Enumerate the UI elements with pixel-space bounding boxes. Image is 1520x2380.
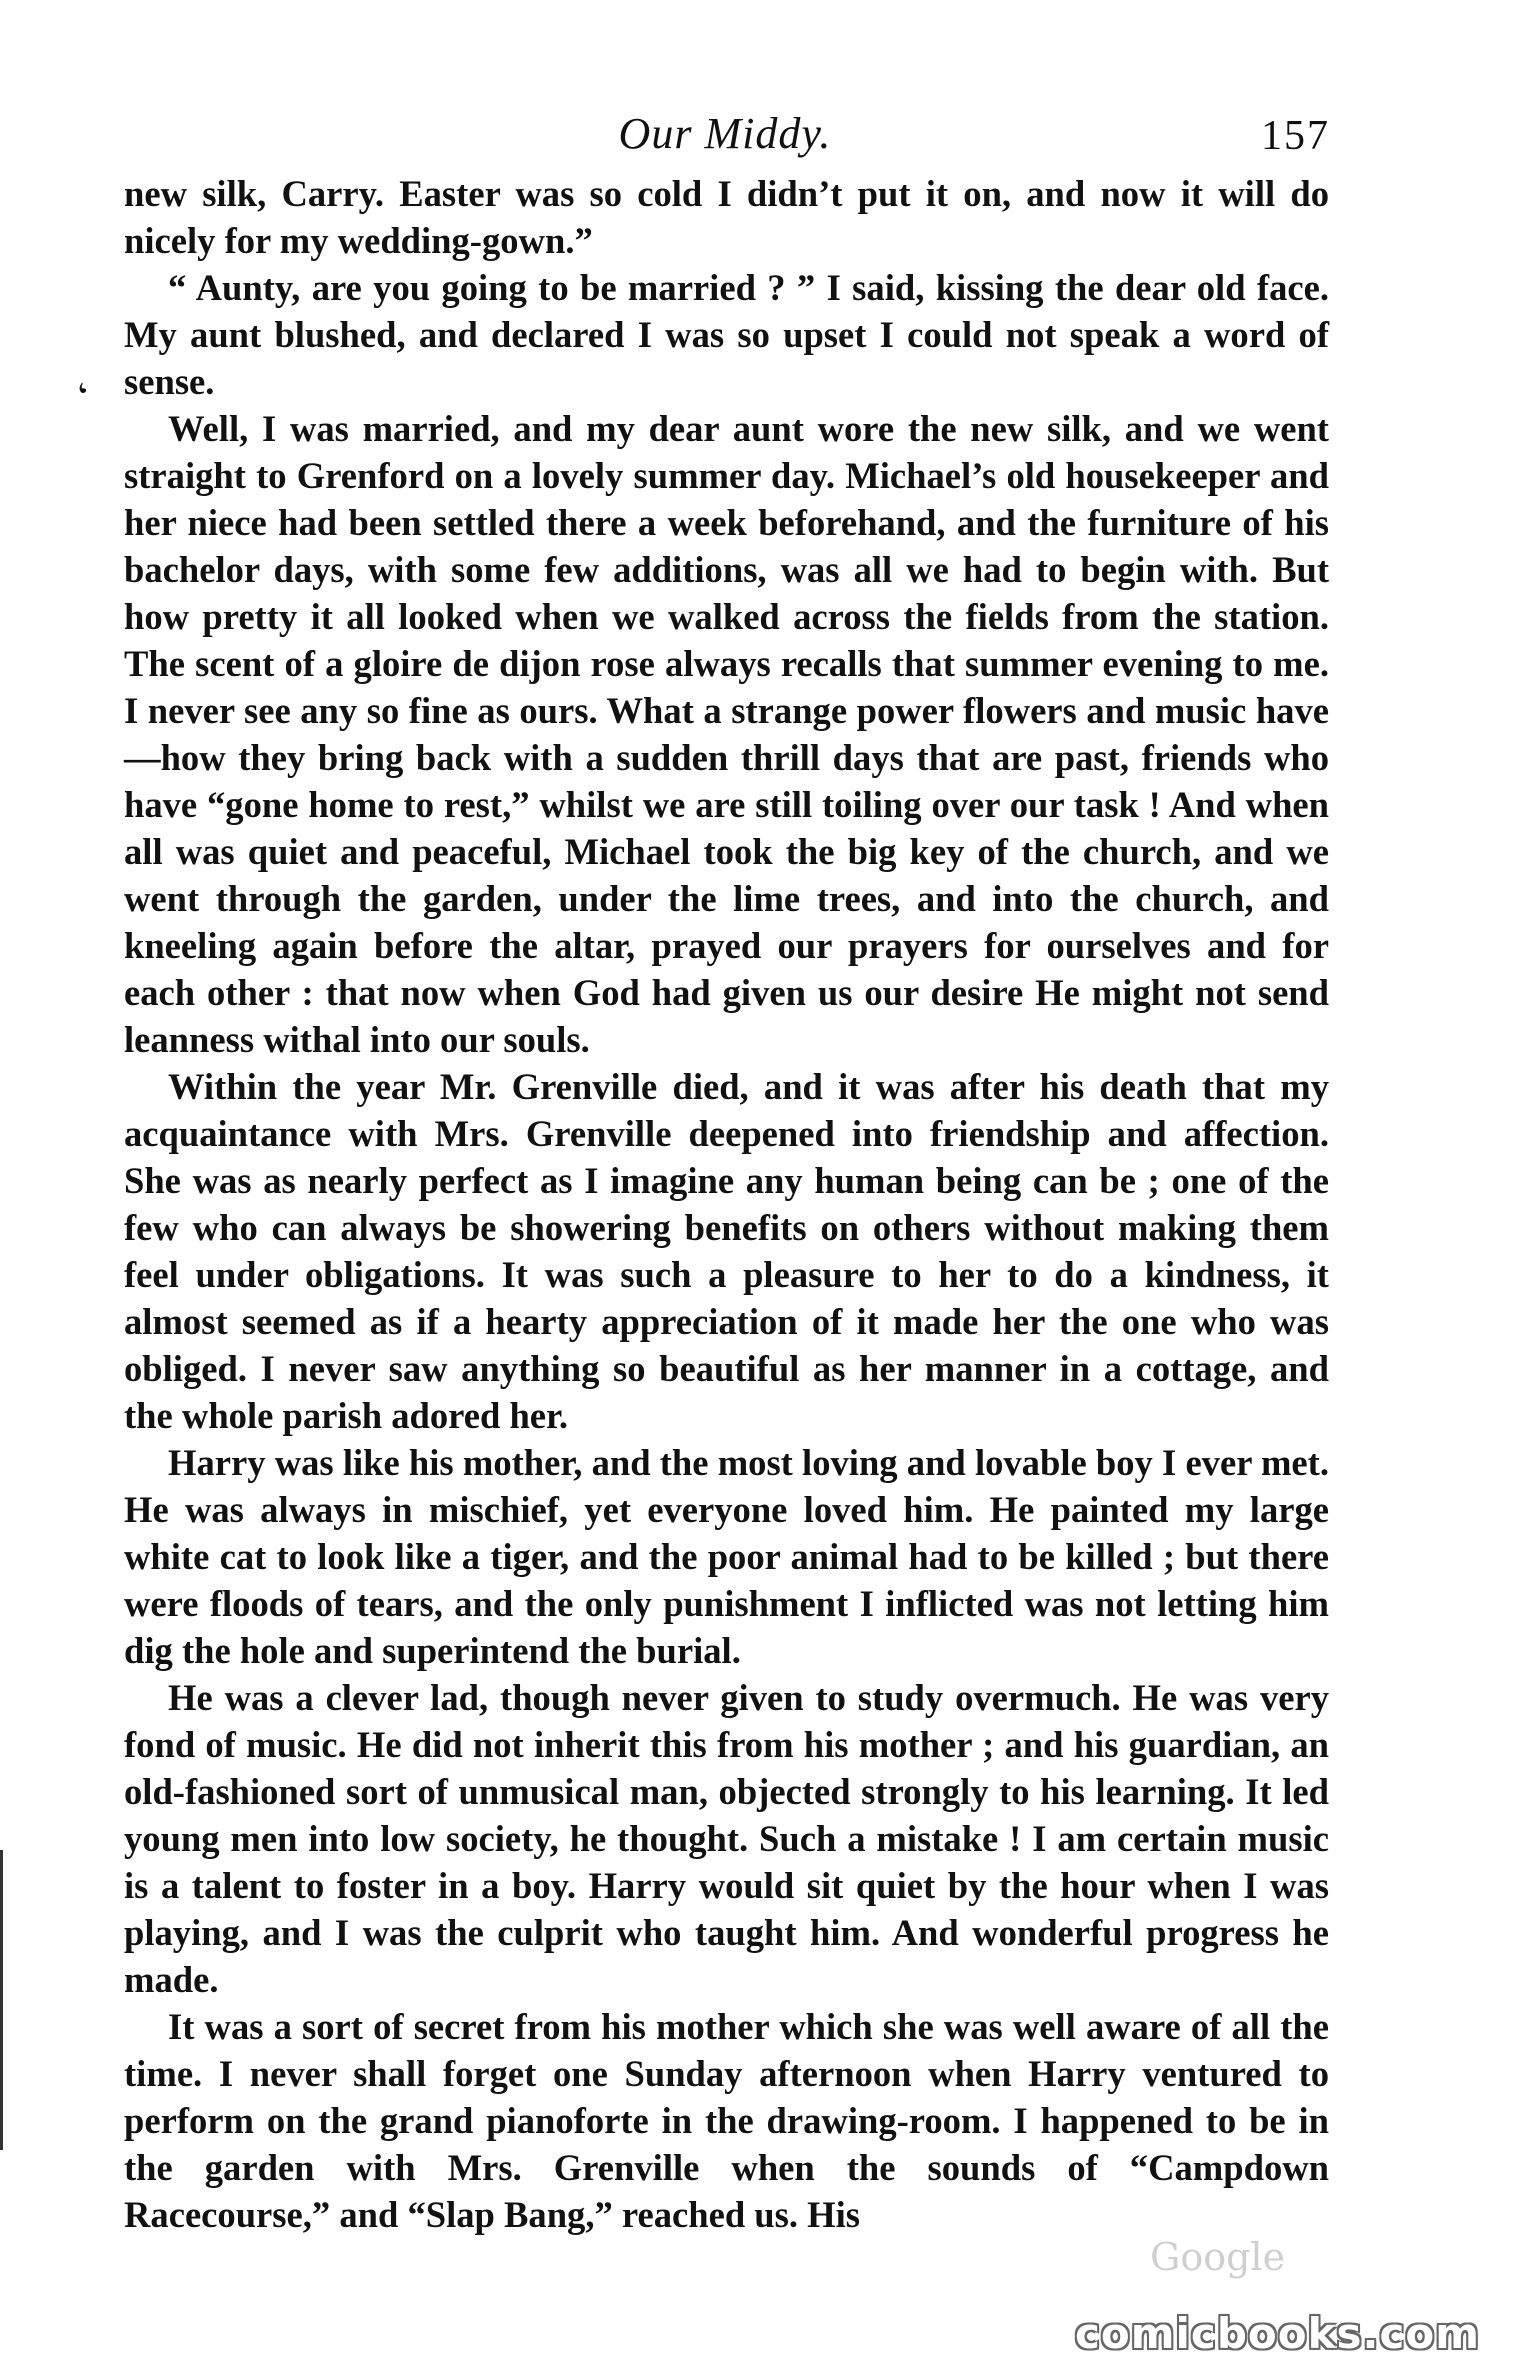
paragraph: He was a clever lad, though never given to study overmuch. He was very fond of music. He did not inherit this from his mother ; and his guardian, an old-fashioned sort of unmusical man, objected strongly to his learning. It led young men into low society, he thought. Such a mistake ! I am certain music is a talent to foster in a boy. Harry would sit quiet by the hour when I was playing, and I was the culprit who taught him. And wonderful progress he made.: [124, 1677, 1329, 2000]
margin-mark: ‘: [70, 375, 100, 411]
site-watermark: comicbooks.com: [1075, 2309, 1480, 2358]
paragraph: Harry was like his mother, and the most loving and lovable boy I ever met. He was always in mischief, yet everyone loved him. He painted my large white cat to look like a tiger, and the poor animal had to be killed ; but there were floods of tears, and the only punishment I inflicted was not letting him dig the hole and superintend the burial.: [124, 1442, 1329, 1671]
scan-source-mark: Google: [1150, 2235, 1286, 2279]
paragraph: Well, I was married, and my dear aunt wore the new silk, and we went straight to Grenford on a lovely summer day. Michael’s old housekeeper and her niece had been settled there a week beforehand, and the furniture of his bachelor days, with some few additions, was all we had to begin with. But how pretty it all looked when we walked across the fields from the station. The scent of a gloire de dijon rose always recalls that summer evening to me. I never see any so fine as ours. What a strange power flowers and music have—how they bring back with a sudden thrill days that are past, friends who have “gone home to rest,” whilst we are still toiling over our task ! And when all was quiet and peaceful, Michael took the big key of the church, and we went through the garden, under the lime trees, and into the church, and kneeling again before the altar, prayed our prayers for ourselves and for each other : that now when God had given us our desire He might not send leanness withal into our souls.: [124, 408, 1329, 1060]
paragraph: new silk, Carry. Easter was so cold I didn’t put it on, and now it will do nicely for my wedding-gown.”: [124, 173, 1329, 261]
running-title: Our Middy.: [618, 109, 832, 158]
paragraph: “ Aunty, are you going to be married ? ” I said, kissing the dear old face. My aunt blushed, and declared I was so upset I could not speak a word of sense.: [124, 267, 1329, 402]
page-number: 157: [1261, 113, 1330, 159]
paragraph: It was a sort of secret from his mother which she was well aware of all the time. I never shall forget one Sunday afternoon when Harry ventured to perform on the grand pianoforte in the drawing-room. I happened to be in the garden with Mrs. Grenville when the sounds of “Campdown Racecourse,” and “Slap Bang,” reached us. His: [124, 2006, 1329, 2235]
page-header: [120, 108, 1330, 168]
paragraph: Within the year Mr. Grenville died, and it was after his death that my acquaintance with Mrs. Grenville deepened into friendship and affection. She was as nearly perfect as I imagine any human being can be ; one of the few who can always be showering benefits on others without making them feel under obligations. It was such a pleasure to her to do a kindness, it almost seemed as if a hearty appreciation of it made her the one who was obliged. I never saw anything so beautiful as her manner in a cottage, and the whole parish adored her.: [124, 1066, 1329, 1436]
scan-edge-line: [0, 1850, 3, 2150]
body-text: [124, 170, 1329, 2238]
